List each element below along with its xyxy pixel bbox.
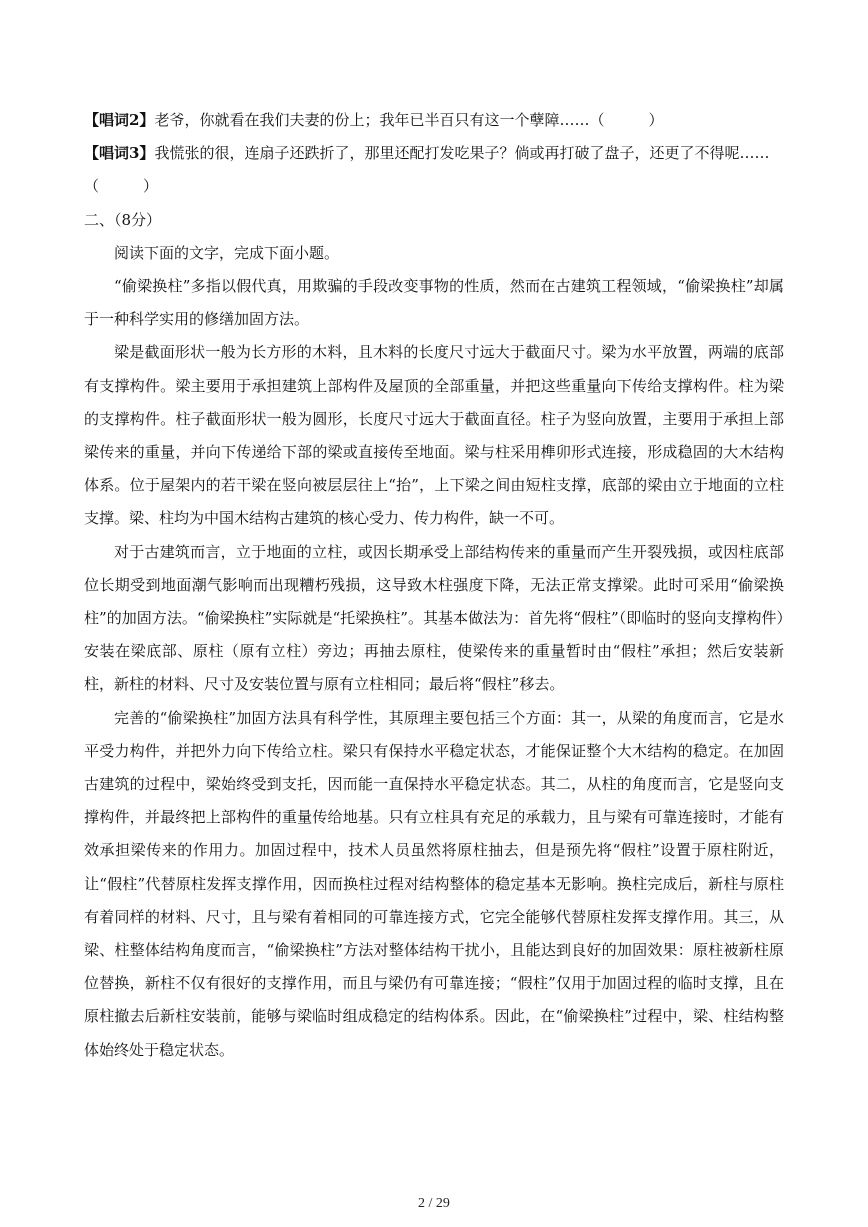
question-tag: 【唱词2】 <box>84 111 155 129</box>
passage-paragraph: 对于古建筑而言，立于地面的立柱，或因长期承受上部结构传来的重量而产生开裂残损，或因柱底部位长期受到地面潮气影响而出现糟朽残损，这导致木柱强度下降，无法正常支撑梁。此时可采用“偷梁换柱”的加固方法。“偷梁换柱”实际就是“托梁换柱”。其基本做法为：首先将“假柱”（即临时的竖向支撑构件）安装在梁底部、原柱（原有立柱）旁边；再抽去原柱，使梁传来的重量暂时由“假柱”承担；然后安装新柱，新柱的材料、尺寸及安装位置与原有立柱相同；最后将“假柱”移去。 <box>84 542 784 694</box>
question-text: 我慌张的很，连扇子还跌折了，那里还配打发吃果子？倘或再打破了盘子，还更了不得呢……（ <box>84 144 770 196</box>
question-line-2 <box>84 104 784 137</box>
question-close: ） <box>143 177 159 196</box>
page-number: 2 / 29 <box>418 1196 450 1211</box>
section-heading: 二、（8分） <box>84 210 162 229</box>
question-tag: 【唱词3】 <box>84 144 155 163</box>
question-close: ） <box>648 111 664 129</box>
passage-paragraph: 完善的“偷梁换柱”加固方法具有科学性，其原理主要包括三个方面：其一，从梁的角度而言，它是水平受力构件，并把外力向下传给立柱。梁只有保持水平稳定状态，才能保证整个大木结构的稳定。在加固古建筑的过程中，梁始终受到支托，因而能一直保持水平稳定状态。其二，从柱的角度而言，它是竖向支撑构件，并最终把上部构件的重量传给地基。只有立柱具有充足的承载力，且与梁有可靠连接时，才能有效承担梁传来的作用力。加固过程中，技术人员虽然将原柱抽去，但是预先将“假柱”设置于原柱附近，让“假柱”代替原柱发挥支撑作用，因而换柱过程对结构整体的稳定基本无影响。换柱完成后，新柱与原柱有着同样的材料、尺寸，且与梁有着相同的可靠连接方式，它完全能够代替原柱发挥支撑作用。其三，从梁、柱整体结构角度而言，“偷梁换柱”方法对整体结构干扰小，且能达到良好的加固效果：原柱被新柱原位替换，新柱不仅有很好的支撑作用，而且与梁仍有可靠连接；“假柱”仅用于加固过程的临时支撑，且在原柱撤去后新柱安装前，能够与梁临时组成稳定的结构体系。因此，在“偷梁换柱”过程中，梁、柱结构整体始终处于稳定状态。 <box>84 708 784 1059</box>
passage-paragraph: 梁是截面形状一般为长方形的木料，且木料的长度尺寸远大于截面尺寸。梁为水平放置，两端的底部有支撑构件。梁主要用于承担建筑上部构件及屋顶的全部重量，并把这些重量向下传给支撑构件。柱为梁的支撑构件。柱子截面形状一般为圆形，长度尺寸远大于截面直径。柱子为竖向放置，主要用于承担上部梁传来的重量，并向下传递给下部的梁或直接传至地面。梁与柱采用榫卯形式连接，形成稳固的大木结构体系。位于屋架内的若干梁在竖向被层层往上“抬”，上下梁之间由短柱支撑，底部的梁由立于地面的立柱支撑。梁、柱均为中国木结构古建筑的核心受力、传力构件，缺一不可。 <box>84 343 784 528</box>
passage-paragraph: “偷梁换柱”多指以假代真，用欺骗的手段改变事物的性质，然而在古建筑工程领域，“偷梁换柱”却属于一种科学实用的修缮加固方法。 <box>84 277 784 329</box>
page-content <box>84 104 784 1067</box>
question-line-3 <box>84 137 784 203</box>
question-text: 老爷，你就看在我们夫妻的份上；我年已半百只有这一个孽障……（ <box>154 111 605 129</box>
reading-instruction: 阅读下面的文字，完成下面小题。 <box>114 243 340 262</box>
